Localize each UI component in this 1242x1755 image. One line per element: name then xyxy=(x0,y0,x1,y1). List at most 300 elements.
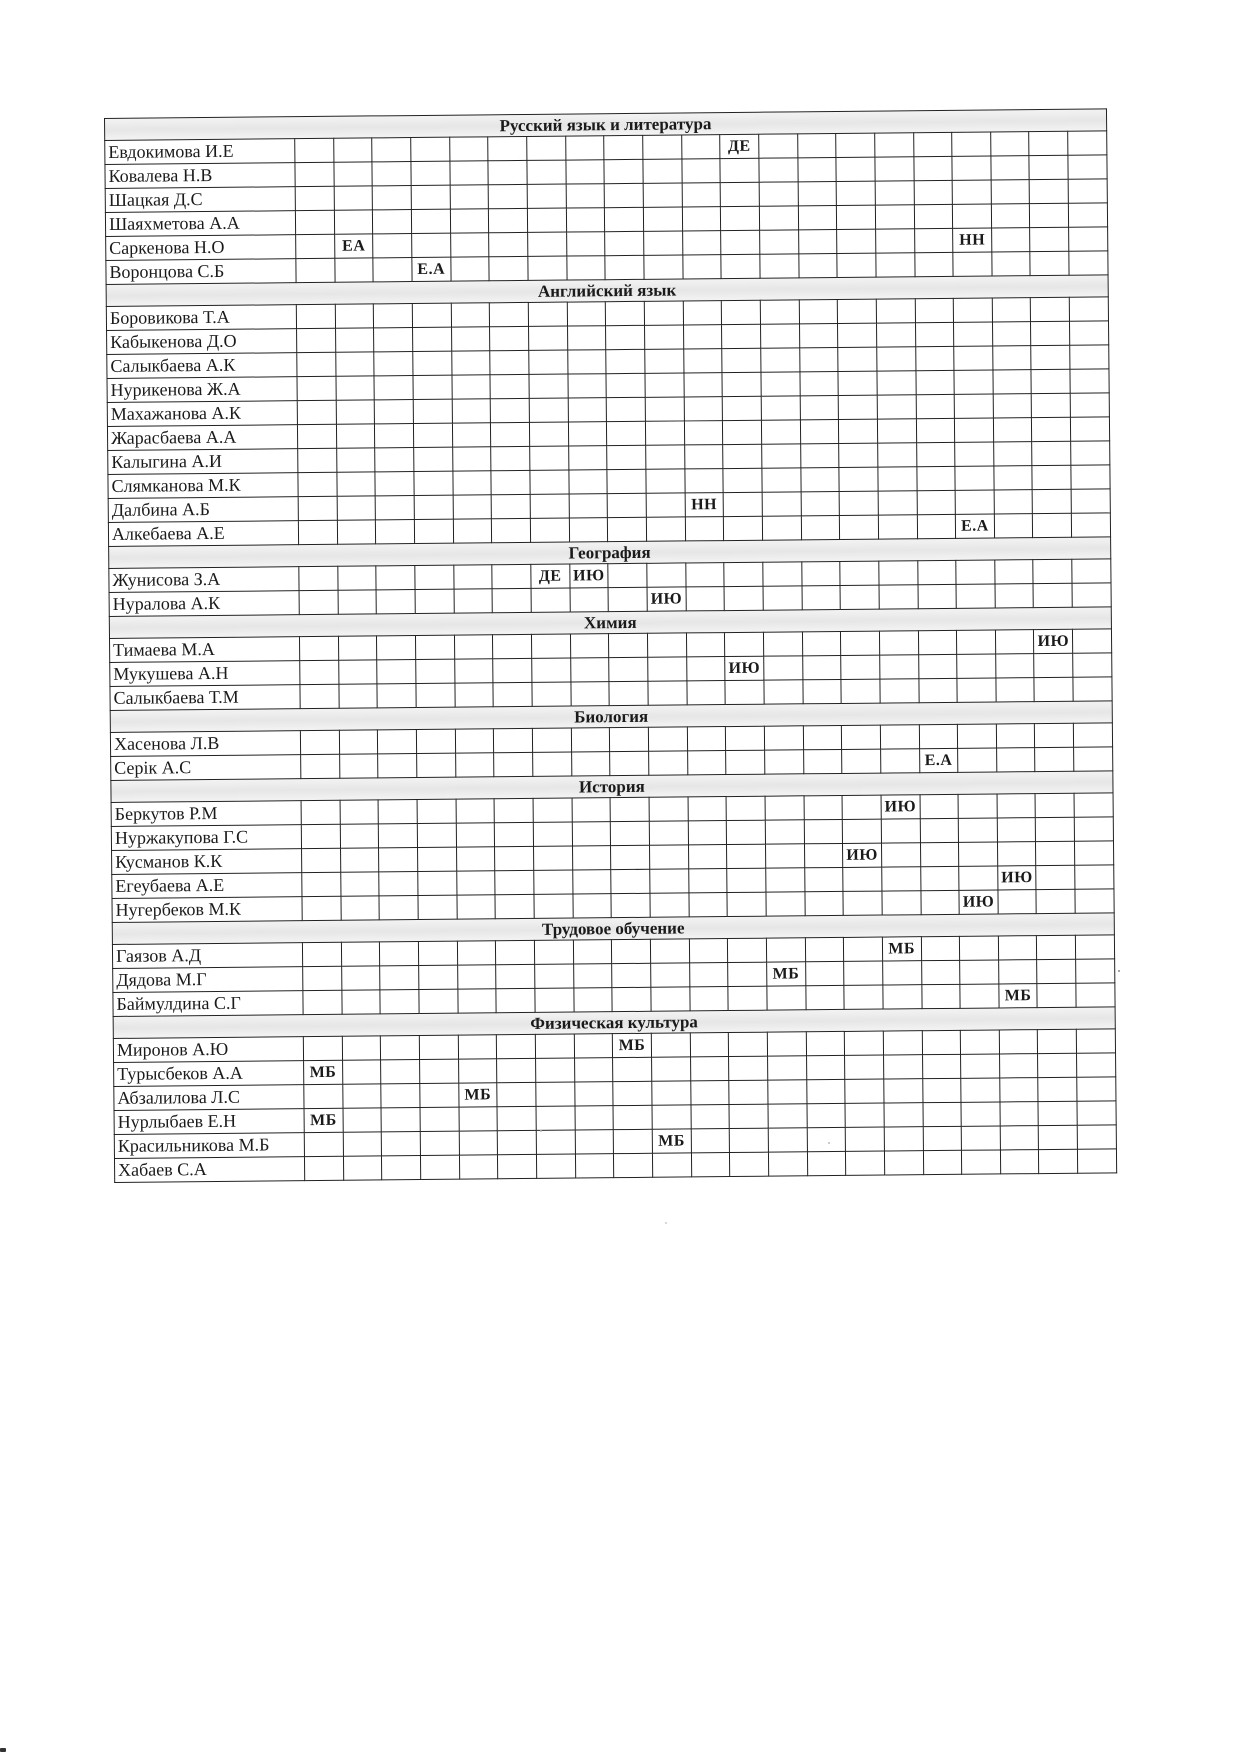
schedule-cell xyxy=(766,938,805,962)
schedule-cell xyxy=(957,654,996,678)
schedule-cell xyxy=(690,1081,729,1105)
schedule-cell xyxy=(842,749,881,773)
schedule-cell xyxy=(497,1082,536,1106)
schedule-cell xyxy=(643,207,682,231)
schedule-cell xyxy=(875,157,914,181)
schedule-cell xyxy=(528,326,567,350)
schedule-cell xyxy=(378,800,417,824)
schedule-cell xyxy=(996,748,1035,772)
schedule-cell xyxy=(920,842,959,866)
schedule-cell xyxy=(490,302,529,326)
schedule-cell xyxy=(728,938,767,962)
schedule-cell xyxy=(528,232,567,256)
schedule-cell xyxy=(375,496,414,520)
schedule-cell xyxy=(374,304,413,328)
schedule-cell xyxy=(375,400,414,424)
schedule-cell xyxy=(608,587,647,611)
schedule-cell xyxy=(304,1084,343,1108)
schedule-cell xyxy=(684,469,723,493)
teacher-name: Салыкбаева А.К xyxy=(107,353,297,379)
schedule-cell xyxy=(488,184,527,208)
schedule-cell xyxy=(798,229,837,253)
schedule-cell xyxy=(882,891,921,915)
schedule-cell xyxy=(531,588,570,612)
teacher-name: Нурлыбаев Е.Н xyxy=(114,1109,304,1135)
schedule-cell xyxy=(567,350,606,374)
schedule-cell xyxy=(342,1060,381,1084)
schedule-cell xyxy=(878,491,917,515)
schedule-cell xyxy=(993,394,1032,418)
schedule-cell xyxy=(644,301,683,325)
schedule-cell xyxy=(643,183,682,207)
schedule-cell xyxy=(649,845,688,869)
schedule-cell xyxy=(915,370,954,394)
observer-mark: ИЮ xyxy=(843,843,882,867)
schedule-cell xyxy=(1077,1101,1116,1125)
schedule-cell xyxy=(536,1130,575,1154)
observer-mark: ЕА xyxy=(334,234,373,258)
schedule-cell xyxy=(839,467,878,491)
schedule-cell xyxy=(761,348,800,372)
schedule-cell xyxy=(336,400,375,424)
schedule-cell xyxy=(800,419,839,443)
schedule-cell xyxy=(612,987,651,1011)
schedule-cell xyxy=(913,132,952,156)
schedule-cell xyxy=(334,186,373,210)
schedule-cell xyxy=(953,204,992,228)
schedule-cell xyxy=(568,470,607,494)
observer-mark: МБ xyxy=(304,1060,343,1084)
observer-mark: ИЮ xyxy=(725,656,764,680)
schedule-cell xyxy=(528,302,567,326)
schedule-cell xyxy=(453,471,492,495)
schedule-cell xyxy=(845,1127,884,1151)
schedule-cell xyxy=(295,210,334,234)
schedule-cell xyxy=(728,986,767,1010)
schedule-cell xyxy=(648,727,687,751)
teacher-name: Нугербеков М.К xyxy=(112,897,302,923)
schedule-cell xyxy=(607,469,646,493)
schedule-cell xyxy=(801,491,840,515)
schedule-cell xyxy=(646,493,685,517)
schedule-cell xyxy=(804,819,843,843)
schedule-cell xyxy=(683,301,722,325)
schedule-cell xyxy=(574,1058,613,1082)
schedule-cell xyxy=(763,586,802,610)
schedule-cell xyxy=(612,963,651,987)
schedule-cell xyxy=(418,895,457,919)
schedule-cell xyxy=(534,940,573,964)
schedule-cell xyxy=(609,681,648,705)
schedule-cell xyxy=(1069,297,1108,321)
schedule-cell xyxy=(1074,793,1113,817)
schedule-cell xyxy=(761,372,800,396)
schedule-cell xyxy=(994,490,1033,514)
schedule-cell xyxy=(297,328,336,352)
schedule-cell xyxy=(604,159,643,183)
schedule-cell xyxy=(881,819,920,843)
schedule-cell xyxy=(722,396,761,420)
observer-mark: НН xyxy=(953,228,992,252)
schedule-cell xyxy=(686,633,725,657)
schedule-cell xyxy=(688,869,727,893)
schedule-cell xyxy=(768,1080,807,1104)
schedule-cell xyxy=(767,986,806,1010)
schedule-cell xyxy=(800,443,839,467)
schedule-cell xyxy=(914,180,953,204)
schedule-cell xyxy=(335,352,374,376)
schedule-cell xyxy=(960,984,999,1008)
schedule-cell xyxy=(918,654,957,678)
schedule-cell xyxy=(684,445,723,469)
schedule-cell xyxy=(798,205,837,229)
schedule-cell xyxy=(649,751,688,775)
schedule-cell xyxy=(918,584,957,608)
teacher-name: Серік А.С xyxy=(111,755,301,781)
schedule-cell xyxy=(572,870,611,894)
schedule-cell xyxy=(609,633,648,657)
observation-schedule-table xyxy=(104,108,1117,1183)
schedule-cell xyxy=(759,158,798,182)
schedule-cell xyxy=(529,350,568,374)
schedule-cell xyxy=(608,517,647,541)
schedule-cell xyxy=(491,494,530,518)
schedule-cell xyxy=(457,941,496,965)
schedule-cell xyxy=(298,520,337,544)
schedule-cell xyxy=(498,1130,537,1154)
schedule-cell xyxy=(1036,865,1075,889)
schedule-cell xyxy=(767,1032,806,1056)
schedule-cell xyxy=(920,866,959,890)
schedule-cell xyxy=(648,657,687,681)
schedule-cell xyxy=(451,327,490,351)
schedule-cell xyxy=(382,1156,421,1180)
observer-mark: ИЮ xyxy=(881,795,920,819)
schedule-cell xyxy=(764,680,803,704)
schedule-cell xyxy=(417,799,456,823)
schedule-cell xyxy=(996,678,1035,702)
schedule-cell xyxy=(806,1079,845,1103)
schedule-cell xyxy=(489,256,528,280)
schedule-cell xyxy=(298,448,337,472)
schedule-cell xyxy=(373,234,412,258)
schedule-cell xyxy=(571,728,610,752)
schedule-cell xyxy=(992,322,1031,346)
schedule-cell xyxy=(1070,321,1109,345)
schedule-cell xyxy=(765,820,804,844)
teacher-name: Евдокимова И.Е xyxy=(105,139,295,165)
schedule-cell xyxy=(377,660,416,684)
schedule-cell xyxy=(451,303,490,327)
schedule-cell xyxy=(611,893,650,917)
schedule-cell xyxy=(995,630,1034,654)
schedule-cell xyxy=(573,988,612,1012)
schedule-cell xyxy=(1035,723,1074,747)
schedule-cell xyxy=(875,229,914,253)
schedule-cell xyxy=(295,138,334,162)
schedule-cell xyxy=(729,1056,768,1080)
schedule-cell xyxy=(766,868,805,892)
schedule-cell xyxy=(529,398,568,422)
schedule-cell xyxy=(459,1131,498,1155)
schedule-cell xyxy=(842,819,881,843)
schedule-cell xyxy=(840,515,879,539)
observer-mark: ДЕ xyxy=(531,564,570,588)
schedule-cell xyxy=(411,137,450,161)
observer-mark: Е.А xyxy=(919,748,958,772)
schedule-cell xyxy=(300,684,339,708)
schedule-cell xyxy=(1070,345,1109,369)
schedule-cell xyxy=(1074,817,1113,841)
schedule-cell xyxy=(686,587,725,611)
schedule-cell xyxy=(650,939,689,963)
schedule-cell xyxy=(495,870,534,894)
schedule-cell xyxy=(759,230,798,254)
schedule-cell xyxy=(916,418,955,442)
schedule-cell xyxy=(450,185,489,209)
schedule-cell xyxy=(300,660,339,684)
schedule-cell xyxy=(651,1033,690,1057)
teacher-name: Слямканова М.К xyxy=(108,473,298,499)
schedule-cell xyxy=(997,842,1036,866)
schedule-cell xyxy=(496,988,535,1012)
schedule-cell xyxy=(494,728,533,752)
schedule-cell xyxy=(958,724,997,748)
schedule-cell xyxy=(726,820,765,844)
teacher-name: Салыкбаева Т.М xyxy=(110,685,300,711)
schedule-cell xyxy=(688,821,727,845)
schedule-cell xyxy=(575,1154,614,1178)
schedule-cell xyxy=(302,848,341,872)
observer-mark: МБ xyxy=(767,962,806,986)
schedule-cell xyxy=(837,299,876,323)
schedule-cell xyxy=(837,253,876,277)
schedule-cell xyxy=(604,135,643,159)
schedule-cell xyxy=(922,1078,961,1102)
schedule-cell xyxy=(764,726,803,750)
schedule-cell xyxy=(343,1108,382,1132)
schedule-cell xyxy=(682,207,721,231)
schedule-cell xyxy=(921,984,960,1008)
schedule-cell xyxy=(921,960,960,984)
schedule-cell xyxy=(414,519,453,543)
schedule-cell xyxy=(920,818,959,842)
schedule-cell xyxy=(881,843,920,867)
schedule-cell xyxy=(295,186,334,210)
schedule-cell xyxy=(535,964,574,988)
schedule-cell xyxy=(844,985,883,1009)
schedule-cell xyxy=(490,374,529,398)
section-title: История xyxy=(111,771,1113,803)
schedule-cell xyxy=(726,726,765,750)
schedule-cell xyxy=(652,1153,691,1177)
teacher-name: Баймулдина С.Г xyxy=(113,991,303,1017)
schedule-cell xyxy=(997,818,1036,842)
schedule-cell xyxy=(416,683,455,707)
teacher-name: Гаязов А.Д xyxy=(112,943,302,969)
schedule-cell xyxy=(646,517,685,541)
schedule-cell xyxy=(691,1105,730,1129)
schedule-cell xyxy=(457,965,496,989)
schedule-cell xyxy=(533,822,572,846)
teacher-name: Миронов А.Ю xyxy=(113,1037,303,1063)
schedule-cell xyxy=(574,1082,613,1106)
schedule-cell xyxy=(681,159,720,183)
schedule-cell xyxy=(729,1080,768,1104)
schedule-cell xyxy=(726,796,765,820)
schedule-cell xyxy=(528,256,567,280)
schedule-cell xyxy=(452,375,491,399)
schedule-cell xyxy=(452,447,491,471)
schedule-cell xyxy=(913,156,952,180)
observer-mark: Е.А xyxy=(412,257,451,281)
schedule-cell xyxy=(376,566,415,590)
schedule-cell xyxy=(341,896,380,920)
schedule-cell xyxy=(536,1154,575,1178)
schedule-cell xyxy=(455,683,494,707)
schedule-cell xyxy=(991,156,1030,180)
teacher-name: Нурикенова Ж.А xyxy=(107,377,297,403)
schedule-cell xyxy=(339,684,378,708)
schedule-cell xyxy=(302,942,341,966)
schedule-cell xyxy=(999,1030,1038,1054)
schedule-cell xyxy=(687,727,726,751)
schedule-cell xyxy=(454,635,493,659)
schedule-cell xyxy=(1030,179,1069,203)
schedule-cell xyxy=(994,466,1033,490)
schedule-cell xyxy=(841,631,880,655)
schedule-cell xyxy=(760,300,799,324)
schedule-cell xyxy=(877,371,916,395)
schedule-cell xyxy=(650,869,689,893)
schedule-cell xyxy=(341,966,380,990)
schedule-cell xyxy=(721,230,760,254)
schedule-cell xyxy=(380,990,419,1014)
schedule-cell xyxy=(689,963,728,987)
schedule-cell xyxy=(842,795,881,819)
schedule-cell xyxy=(573,940,612,964)
schedule-cell xyxy=(1071,441,1110,465)
observer-mark: МБ xyxy=(652,1129,691,1153)
schedule-cell xyxy=(1073,677,1112,701)
schedule-cell xyxy=(297,352,336,376)
schedule-cell xyxy=(296,304,335,328)
schedule-cell xyxy=(729,1032,768,1056)
schedule-cell xyxy=(838,395,877,419)
schedule-cell xyxy=(575,1130,614,1154)
schedule-cell xyxy=(688,797,727,821)
schedule-cell xyxy=(953,298,992,322)
schedule-cell xyxy=(343,1156,382,1180)
schedule-cell xyxy=(876,323,915,347)
schedule-cell xyxy=(381,1084,420,1108)
schedule-cell xyxy=(763,632,802,656)
schedule-cell xyxy=(647,563,686,587)
schedule-cell xyxy=(454,589,493,613)
schedule-cell xyxy=(339,730,378,754)
schedule-cell xyxy=(646,469,685,493)
schedule-cell xyxy=(568,374,607,398)
schedule-cell xyxy=(606,325,645,349)
schedule-cell xyxy=(1038,1029,1077,1053)
schedule-cell xyxy=(954,322,993,346)
schedule-cell xyxy=(573,894,612,918)
schedule-cell xyxy=(922,1102,961,1126)
schedule-cell xyxy=(1077,1053,1116,1077)
schedule-cell xyxy=(530,518,569,542)
schedule-cell xyxy=(301,824,340,848)
schedule-cell xyxy=(807,1151,846,1175)
schedule-cell xyxy=(961,1126,1000,1150)
schedule-cell xyxy=(1071,465,1110,489)
schedule-cell xyxy=(923,1126,962,1150)
schedule-cell xyxy=(1032,417,1071,441)
schedule-cell xyxy=(606,373,645,397)
observer-mark: ИЮ xyxy=(647,587,686,611)
schedule-cell xyxy=(420,1155,459,1179)
schedule-cell xyxy=(574,1034,613,1058)
schedule-cell xyxy=(567,326,606,350)
schedule-cell xyxy=(301,800,340,824)
schedule-cell xyxy=(379,872,418,896)
schedule-cell xyxy=(845,1103,884,1127)
schedule-cell xyxy=(992,298,1031,322)
schedule-cell xyxy=(455,753,494,777)
schedule-cell xyxy=(378,730,417,754)
schedule-cell xyxy=(877,395,916,419)
schedule-cell xyxy=(414,495,453,519)
schedule-cell xyxy=(996,724,1035,748)
schedule-cell xyxy=(604,183,643,207)
schedule-cell xyxy=(1073,653,1112,677)
schedule-cell xyxy=(411,161,450,185)
observer-mark: ИЮ xyxy=(1034,629,1073,653)
schedule-cell xyxy=(759,206,798,230)
schedule-cell xyxy=(838,323,877,347)
schedule-cell xyxy=(412,303,451,327)
schedule-cell xyxy=(801,515,840,539)
schedule-cell xyxy=(991,204,1030,228)
schedule-cell xyxy=(566,256,605,280)
schedule-cell xyxy=(729,1104,768,1128)
schedule-cell xyxy=(611,845,650,869)
schedule-cell xyxy=(1038,1077,1077,1101)
schedule-cell xyxy=(801,561,840,585)
schedule-cell xyxy=(690,1057,729,1081)
schedule-cell xyxy=(691,1129,730,1153)
schedule-cell xyxy=(844,961,883,985)
schedule-cell xyxy=(1068,179,1107,203)
schedule-cell xyxy=(725,680,764,704)
schedule-cell xyxy=(415,635,454,659)
schedule-cell xyxy=(683,349,722,373)
schedule-cell xyxy=(1077,1125,1116,1149)
schedule-cell xyxy=(495,846,534,870)
schedule-cell xyxy=(648,681,687,705)
schedule-cell xyxy=(878,443,917,467)
schedule-cell xyxy=(682,255,721,279)
schedule-cell xyxy=(336,448,375,472)
schedule-cell xyxy=(490,398,529,422)
schedule-cell xyxy=(993,442,1032,466)
schedule-cell xyxy=(643,135,682,159)
schedule-cell xyxy=(845,1079,884,1103)
schedule-cell xyxy=(417,847,456,871)
schedule-cell xyxy=(419,1035,458,1059)
section-title: Русский язык и литература xyxy=(105,109,1107,141)
schedule-cell xyxy=(838,347,877,371)
schedule-cell xyxy=(527,184,566,208)
